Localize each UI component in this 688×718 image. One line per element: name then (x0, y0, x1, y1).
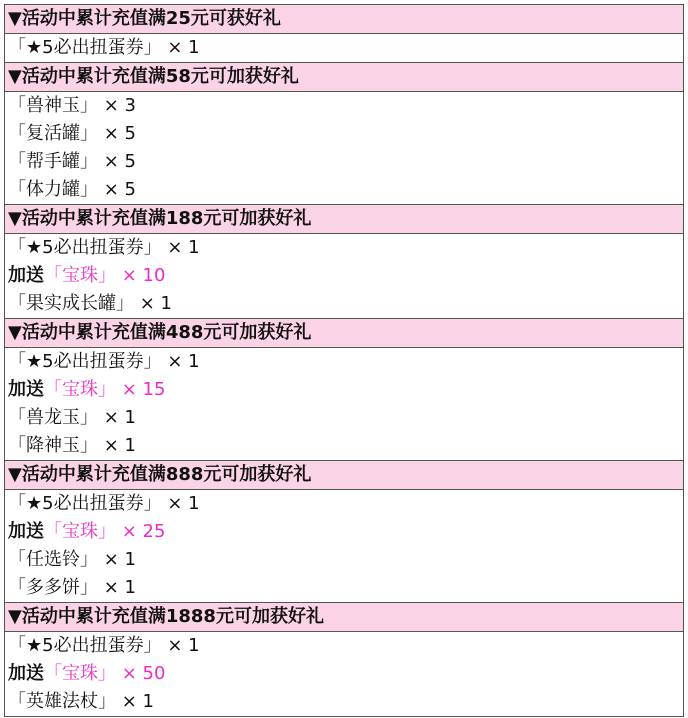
reward-qty: × 5 (98, 179, 136, 200)
reward-qty: × 1 (98, 407, 136, 428)
tier-header-888: ▼活动中累计充值满888元可加获好礼 (5, 461, 683, 490)
tier-body-58 (5, 92, 683, 205)
reward-name: 「多多饼」 (8, 577, 98, 598)
bonus-label: 加送 (8, 521, 44, 542)
reward-qty: × 1 (161, 37, 200, 58)
reward-row (5, 432, 683, 460)
reward-row (5, 234, 683, 262)
reward-row (5, 290, 683, 318)
reward-qty: × 1 (98, 577, 136, 598)
tier-header-188: ▼活动中累计充值满188元可加获好礼 (5, 205, 683, 234)
reward-row (5, 490, 683, 518)
reward-name: 「★5必出扭蛋券」 (8, 237, 162, 258)
reward-row (5, 34, 683, 62)
reward-name: 「复活罐」 (8, 123, 98, 144)
reward-qty: × 1 (161, 237, 200, 258)
bonus-row (5, 376, 683, 404)
tier-header-25: ▼活动中累计充值满25元可获好礼 (5, 5, 683, 34)
reward-name: 「兽神玉」 (8, 95, 98, 116)
reward-name: 「体力罐」 (8, 179, 98, 200)
bonus-row (5, 518, 683, 546)
reward-table (4, 4, 684, 717)
reward-qty: × 3 (98, 95, 136, 116)
reward-name: 「降神玉」 (8, 435, 98, 456)
reward-row (5, 546, 683, 574)
reward-row (5, 176, 683, 204)
reward-name: 「果实成长罐」 (8, 293, 134, 314)
reward-row (5, 404, 683, 432)
reward-qty: × 1 (98, 435, 136, 456)
tier-header-58: ▼活动中累计充值满58元可加获好礼 (5, 63, 683, 92)
bonus-item: 「宝珠」 × 25 (44, 521, 166, 542)
reward-name: 「任选铃」 (8, 549, 98, 570)
reward-qty: × 1 (161, 635, 200, 656)
reward-qty: × 1 (98, 549, 136, 570)
reward-name: 「英雄法杖」 (8, 691, 116, 712)
bonus-label: 加送 (8, 379, 44, 400)
reward-qty: × 1 (161, 493, 200, 514)
tier-body-188 (5, 234, 683, 319)
reward-name: 「兽龙玉」 (8, 407, 98, 428)
tier-header-488: ▼活动中累计充值满488元可加获好礼 (5, 319, 683, 348)
reward-name: 「★5必出扭蛋券」 (8, 493, 162, 514)
tier-header-1888: ▼活动中累计充值满1888元可加获好礼 (5, 603, 683, 632)
bonus-label: 加送 (8, 265, 44, 286)
bonus-label: 加送 (8, 663, 44, 684)
reward-qty: × 1 (134, 293, 172, 314)
reward-qty: × 5 (98, 123, 136, 144)
bonus-item: 「宝珠」 × 50 (44, 663, 166, 684)
reward-row (5, 92, 683, 120)
reward-qty: × 1 (116, 691, 154, 712)
reward-row (5, 348, 683, 376)
reward-name: 「帮手罐」 (8, 151, 98, 172)
reward-row (5, 120, 683, 148)
tier-body-888 (5, 490, 683, 603)
tier-body-488 (5, 348, 683, 461)
reward-name: 「★5必出扭蛋券」 (8, 635, 162, 656)
bonus-row (5, 262, 683, 290)
reward-row (5, 574, 683, 602)
bonus-item: 「宝珠」 × 10 (44, 265, 166, 286)
reward-row (5, 688, 683, 716)
reward-name: 「★5必出扭蛋券」 (8, 351, 162, 372)
bonus-row (5, 660, 683, 688)
tier-body-1888 (5, 632, 683, 717)
reward-row (5, 148, 683, 176)
reward-qty: × 1 (161, 351, 200, 372)
bonus-item: 「宝珠」 × 15 (44, 379, 166, 400)
reward-row (5, 632, 683, 660)
reward-qty: × 5 (98, 151, 136, 172)
tier-body-25 (5, 34, 683, 63)
reward-name: 「★5必出扭蛋券」 (8, 37, 162, 58)
